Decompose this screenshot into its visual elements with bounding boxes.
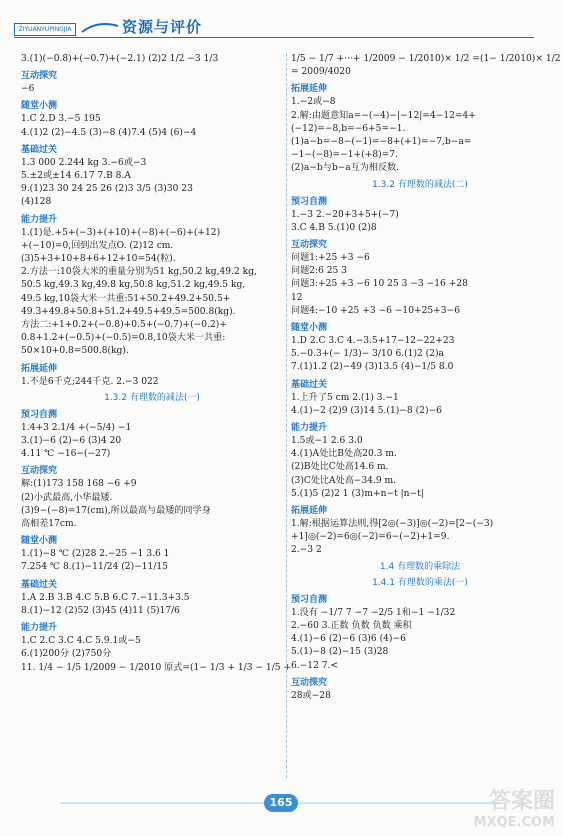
section-heading: 能力提升	[21, 623, 58, 634]
swoosh-icon	[80, 20, 120, 38]
answer-line: 5.±2或±14 6.17 7.B 8.A	[21, 171, 131, 182]
section-heading: 能力提升	[21, 214, 58, 225]
section-heading: 预习自测	[291, 594, 328, 605]
answer-line: +(−10)=0,回到出发点O. (2)12 cm.	[21, 240, 174, 251]
answer-line: 1.5或−1 2.6 3.0	[291, 436, 363, 447]
section-heading: 基础过关	[291, 379, 328, 390]
answer-line: 4.(1)2 (2)−4.5 (3)−8 (4)7.4 (5)4 (6)−4	[21, 127, 197, 138]
watermark-top: 答案圈	[488, 789, 555, 814]
right-column	[291, 53, 561, 703]
answer-line: 4.(1)A处比B处高20.3 m.	[291, 449, 397, 460]
answer-line: 1.C 2.D 3.−5 195	[21, 114, 101, 125]
answer-line: 5.(1)5 (2)2 1 (3)m+n−t |n−t|	[291, 488, 424, 499]
answer-line: 4.(1)−6 (2)−6 (3)6 (4)−6	[291, 634, 406, 645]
brand-pinyin: ZIYUANYUPINGJIA	[14, 23, 76, 36]
answer-line: 1.不是6千克;244千克. 2.−3 022	[21, 376, 159, 387]
answer-line: 1.3 000 2.244 kg 3.−6或−3	[21, 157, 147, 168]
section-heading: 能力提升	[291, 423, 328, 434]
answer-line: 问题2:6 25 3	[291, 266, 347, 277]
answer-line: 问题1:+25 +3 −6	[291, 253, 370, 264]
answer-line: 2.解:由题意知a=−(−4)−|−12|=4−12=4+	[291, 110, 476, 121]
section-heading: 随堂小测	[291, 323, 328, 334]
answer-line: (−12)=−8,b=−6+5=−1.	[291, 123, 406, 134]
answer-line: 0.8+1.2+(−0.5)+(−0.5)=0.8,10袋大米一共重:	[21, 333, 226, 344]
answer-line: 6.−12 7.<	[291, 660, 339, 671]
answer-line: 1.没有 −1/7 7 −7 −2/5 1和−1 −1/32	[291, 607, 456, 618]
section-heading: 互动探究	[291, 677, 328, 688]
answer-line: 4.(1)−2 (2)9 (3)14 5.(1)−8 (2)−6	[291, 405, 442, 416]
answer-line: 5.−0.3+(− 1/3)− 3/10 6.(1)2 (2)a	[291, 349, 444, 360]
section-heading: 随堂小测	[21, 536, 58, 547]
header-rule	[14, 37, 534, 38]
brand-title: 资源与评价	[122, 18, 203, 36]
section-heading: 互动探究	[21, 71, 58, 82]
subsection-title: 1.3.2 有理数的减法(二)	[372, 179, 468, 190]
answer-line: 50.5 kg,49.3 kg,49.8 kg,50.8 kg,51.2 kg,49.5 kg,	[21, 280, 246, 291]
answer-line: +1]◎(−2)=6◎(−2)=6−(−2)+1=9.	[291, 532, 450, 543]
answer-line: 问题4:−10 +25 +3 −6 −10+25+3−6	[291, 305, 460, 316]
answer-line: 28或−28	[291, 690, 331, 701]
section-heading: 拓展延伸	[291, 506, 328, 517]
answer-line: 12	[291, 292, 303, 303]
answer-line: 1.上升了5 cm 2.(1) 3.−1	[291, 392, 399, 403]
section-heading: 基础过关	[21, 144, 58, 155]
answer-line: (2)a−b与b−a互为相反数.	[291, 163, 400, 174]
answer-line: 问题3:+25 +3 −6 10 25 3 −3 −16 +28	[291, 279, 468, 290]
answer-line: 1.D 2.C 3.C 4.−3.5+17−12−22+23	[291, 336, 455, 347]
answer-line: = 2009/4020	[291, 67, 351, 78]
section-heading: 预习自测	[291, 196, 328, 207]
answer-line: 8.(1)−12 (2)52 (3)45 (4)11 (5)17/6	[21, 605, 180, 616]
answer-line: (3)5+3+10+8+6+12+10=54(粒).	[21, 254, 176, 265]
answer-line: 1.解:根据运算法则,得[2◎(−3)]◎(−2)=[2−(−3)	[291, 519, 494, 530]
subsection-title: 1.4 有理数的乘除法	[379, 561, 461, 572]
subsection-title: 1.3.2 有理数的减法(一)	[104, 392, 200, 403]
section-heading: 互动探究	[291, 240, 328, 251]
answer-line: 49.3+49.8+50.8+51.2+49.5+49.5=500.8(kg).	[21, 306, 236, 317]
watermark	[474, 784, 555, 830]
answer-line: −1−(−8)=−1+(+8)=7.	[291, 150, 398, 161]
answer-line: (2)B处比C处高14.6 m.	[291, 462, 389, 473]
answer-line: 7.(1)1.2 (2)−49 (3)13.5 (4)−1/5 8.0	[291, 362, 454, 373]
section-heading: 预习自测	[21, 409, 58, 420]
answer-line: (2)小武最高,小华最矮.	[21, 492, 113, 503]
answer-line: 50×10+0.8=500.8(kg).	[21, 346, 129, 357]
answer-line: 1.4+3 2.1/4 +(−5/4) −1	[21, 422, 132, 433]
subsection-title: 1.4.1 有理数的乘法(一)	[372, 577, 468, 588]
answer-line: 1/5 − 1/7 +···+ 1/2009 − 1/2010)× 1/2 =(1− 1/2010)× 1/2	[291, 54, 561, 64]
section-heading: 随堂小测	[21, 101, 58, 112]
page-number: 165	[264, 794, 298, 812]
answer-line: 3.C 4.B 5.(1)0 (2)8	[291, 222, 377, 233]
section-heading: 基础过关	[21, 579, 58, 590]
answer-line: 11. 1/4 − 1/5 1/2009 − 1/2010 原式=(1− 1/3 + 1/3 − 1/5 +	[21, 662, 292, 673]
answer-line: 2.−3 2	[291, 545, 322, 556]
answer-line: 1.−3 2.−20+3+5+(−7)	[291, 209, 399, 220]
answer-line: −6	[21, 84, 35, 95]
answer-line: 2.方法一:10袋大米的重量分别为51 kg,50.2 kg,49.2 kg,	[21, 267, 257, 278]
answer-line: 2.−60 3.正数 负数 负数 乘积	[291, 620, 412, 631]
answer-line: 5.(1)−8 (2)−15 (3)28	[291, 647, 389, 658]
section-heading: 互动探究	[21, 466, 58, 477]
answer-line: 49.5 kg,10袋大米一共重:51+50.2+49.2+50.5+	[21, 293, 231, 304]
answer-line: 6.(1)200分 (2)750分	[21, 649, 112, 660]
answer-line: (3)9−(−8)=17(cm),所以最高与最矮的同学身	[21, 505, 211, 516]
answer-line: 1.(1)−8 ℃ (2)28 2.−25 −1 3.6 1	[21, 549, 170, 560]
answer-line: 方法二:+1+0.2+(−0.8)+0.5+(−0.7)+(−0.2)+	[21, 320, 227, 331]
answer-line: 7.254 ℃ 8.(1)−11/24 (2)−11/15	[21, 562, 168, 573]
section-heading: 拓展延伸	[291, 84, 328, 95]
section-heading: 拓展延伸	[21, 363, 58, 374]
answer-line: 1.(1)是.+5+(−3)+(+10)+(−8)+(−6)+(+12)	[21, 227, 221, 238]
page-header	[0, 0, 563, 52]
left-column	[21, 53, 292, 675]
answer-line: 9.(1)23 30 24 25 26 (2)3 3/5 (3)30 23	[21, 184, 193, 195]
answer-line: (4)128	[21, 197, 52, 208]
answer-line: 1.C 2.C 3.C 4.C 5.9.1或−5	[21, 636, 141, 647]
column-divider	[286, 53, 287, 778]
answer-line: 4.11 ℃ −16−(−27)	[21, 449, 111, 460]
answer-line: 高相差17cm.	[21, 519, 77, 530]
answer-line: 3.(1)−6 (2)−6 (3)4 20	[21, 436, 122, 447]
watermark-bottom: MXQE.COM	[473, 815, 555, 830]
answer-line: 1.A 2.B 3.B 4.C 5.B 6.C 7.−11.3+3.5	[21, 592, 190, 603]
answer-line: 3.(1)(−0.8)+(−0.7)+(−2.1) (2)2 1/2 −3 1/3	[21, 54, 219, 64]
answer-line: (1)a−b=−8−(−1)=−8+(+1)=−7,b−a=	[291, 137, 472, 148]
answer-line: 解:(1)173 158 168 −6 +9	[21, 479, 137, 490]
answer-line: 1.−2或−8	[291, 97, 336, 108]
answer-line: (3)C处比A处高−34.9 m.	[291, 475, 397, 486]
